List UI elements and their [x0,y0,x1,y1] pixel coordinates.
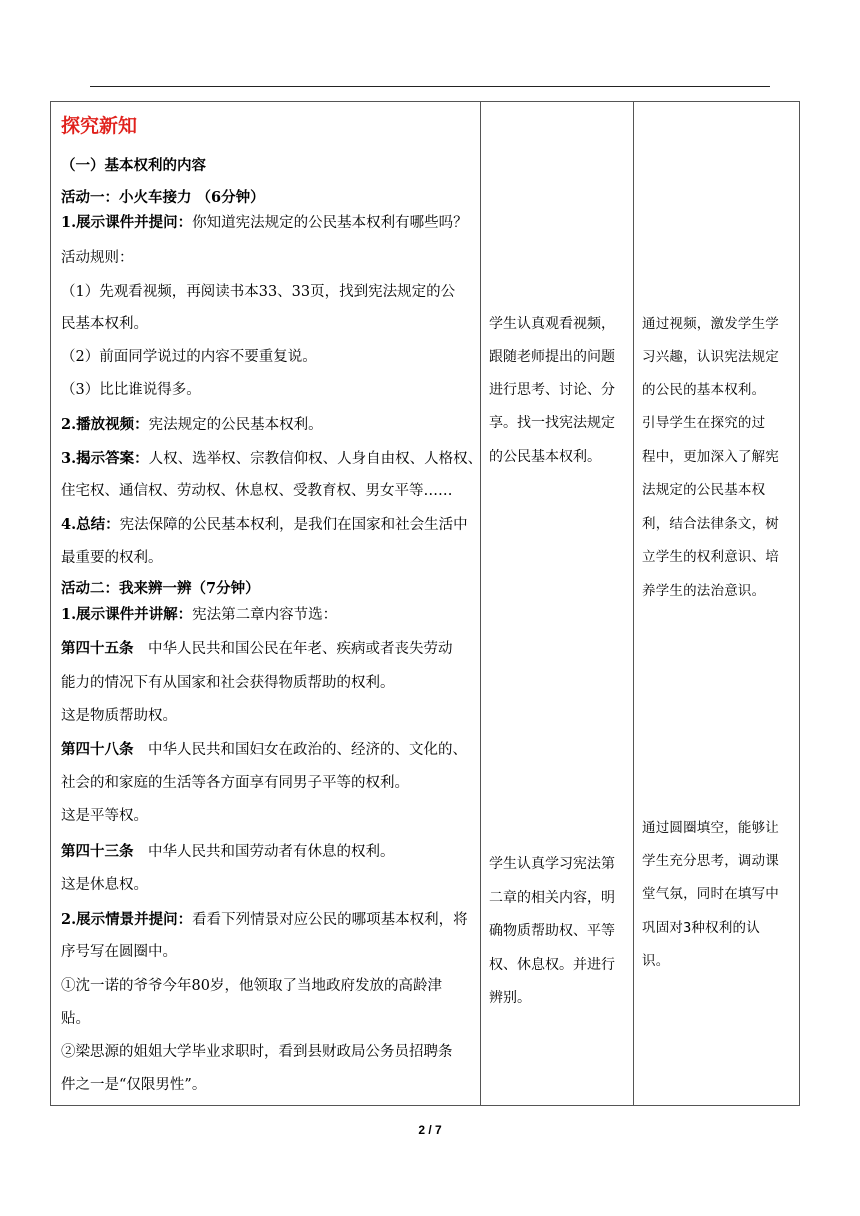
case-text: ②梁思源的姐姐大学毕业求职时，看到县财政局公务员招聘条 [61,1044,453,1060]
rules-label: 活动规则： [61,250,134,266]
design-intent-line: 通过视频，激发学生学 [642,316,779,332]
case-text: 件之一是“仅限男性”。 [61,1077,207,1093]
page-number: 2 / 7 [418,1123,442,1137]
design-intent-line: 养学生的法治意识。 [642,583,766,599]
activity-two-title: 活动二：我来辨一辨（7分钟） [61,580,260,597]
step-text: 1.展示课件并讲解：宪法第二章内容节选： [61,606,338,623]
section-title: 探究新知 [61,115,138,137]
design-intent-line: 程中，更加深入了解宪 [642,449,779,465]
rule-line: （1）先观看视频，再阅读书本33、33页，找到宪法规定的公 [61,284,456,300]
case-text: ①沈一诺的爷爷今年80岁，他领取了当地政府发放的高龄津 [61,978,442,994]
step-text: 2.展示情景并提问：看看下列情景对应公民的哪项基本权利，将 [61,911,468,928]
section-heading: （一）基本权利的内容 [61,157,206,174]
rule-line: 民基本权利。 [61,316,148,332]
student-activity-line: 的公民基本权利。 [489,449,601,465]
step-text: 4.总结：宪法保障的公民基本权利，是我们在国家和社会生活中 [61,516,468,533]
student-activity-line: 二章的相关内容，明 [489,890,615,906]
design-intent-line: 学生充分思考，调动课 [642,853,779,869]
table-row [51,102,800,1106]
design-intent-cell [634,102,800,1106]
student-activity-line: 辨别。 [489,990,531,1006]
student-activity-line: 跟随老师提出的问题 [489,349,615,365]
design-intent-line: 堂气氛，同时在填写中 [642,886,779,902]
article-note: 这是平等权。 [61,808,148,824]
rule-line: （2）前面同学说过的内容不要重复说。 [61,349,317,365]
design-intent-line: 法规定的公民基本权 [642,482,766,498]
article-note: 这是物质帮助权。 [61,708,177,724]
student-activity-line: 享。找一找宪法规定 [489,415,615,431]
step-text: 2.播放视频：宪法规定的公民基本权利。 [61,416,323,433]
activity-one-title: 活动一：小火车接力 （6分钟） [61,189,265,206]
article-text: 能力的情况下有从国家和社会获得物质帮助的权利。 [61,675,395,691]
design-intent-line: 利，结合法律条文，树 [642,516,779,532]
design-intent-line: 引导学生在探究的过 [642,415,766,431]
case-text: 贴。 [61,1011,90,1027]
content-cell [51,102,481,1106]
step-text: 3.揭示答案：人权、选举权、宗教信仰权、人身自由权、人格权、 [61,450,483,467]
article-text: 第四十三条 中华人民共和国劳动者有休息的权利。 [61,843,395,860]
article-text: 社会的和家庭的生活等各方面享有同男子平等的权利。 [61,775,409,791]
design-intent-line: 的公民的基本权利。 [642,382,766,398]
design-intent-line: 识。 [642,953,670,969]
design-intent-line: 通过圆圈填空，能够让 [642,820,779,836]
design-intent-line: 巩固对3种权利的认 [642,920,760,936]
student-activity-line: 进行思考、讨论、分 [489,382,615,398]
student-activity-line: 学生认真学习宪法第 [489,856,615,872]
step-text: 1.展示课件并提问：你知道宪法规定的公民基本权利有哪些吗？ [61,214,468,231]
design-intent-line: 立学生的权利意识、培 [642,549,779,565]
student-activity-cell [481,102,634,1106]
rule-line: （3）比比谁说得多。 [61,382,201,398]
design-intent-line: 习兴趣，认识宪法规定 [642,349,779,365]
student-activity-line: 权、休息权。并进行 [489,957,615,973]
article-text: 第四十八条 中华人民共和国妇女在政治的、经济的、文化的、 [61,741,467,758]
step-text: 序号写在圆圈中。 [61,944,177,960]
student-activity-line: 学生认真观看视频， [489,316,615,332]
step-text: 住宅权、通信权、劳动权、休息权、受教育权、男女平等…… [61,483,453,499]
step-text: 最重要的权利。 [61,550,163,566]
article-text: 第四十五条 中华人民共和国公民在年老、疾病或者丧失劳动 [61,640,453,657]
lesson-table [50,101,800,1106]
header-rule [90,86,770,87]
article-note: 这是休息权。 [61,877,148,893]
student-activity-line: 确物质帮助权、平等 [489,923,615,939]
